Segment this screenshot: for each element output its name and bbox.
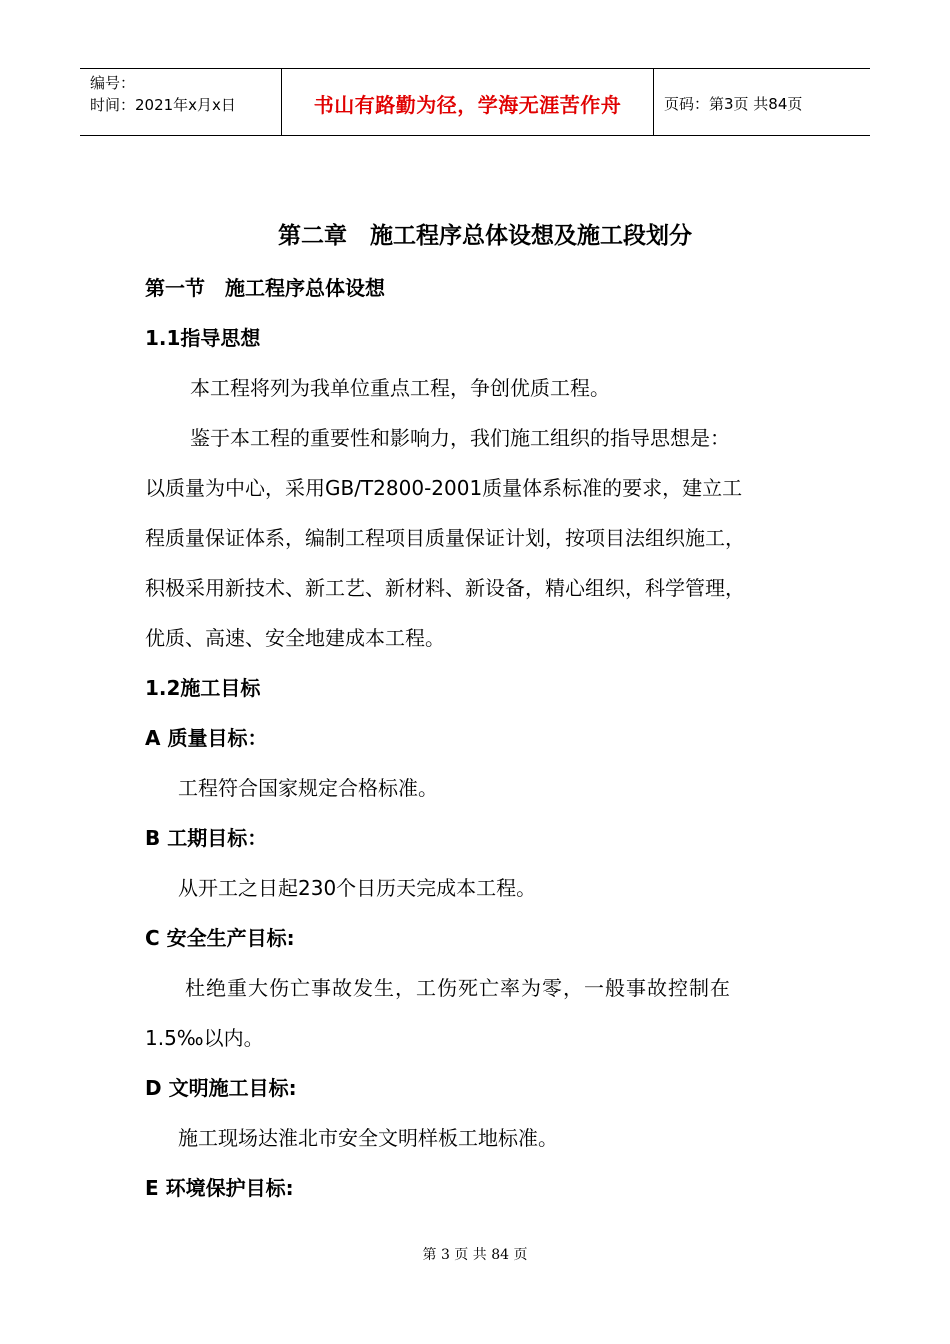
header-info-cell <box>80 69 282 135</box>
goal-heading-civilized: D 文明施工目标: <box>145 1076 297 1100</box>
subsection-heading: 1.1指导思想 <box>145 326 261 350</box>
goal-heading-safety: C 安全生产目标: <box>145 926 295 950</box>
date-label: 时间：2021年x月x日 <box>90 96 236 114</box>
section-heading: 第一节 施工程序总体设想 <box>145 276 385 300</box>
goal-heading-schedule: B 工期目标： <box>145 826 268 850</box>
document-body <box>145 213 825 1213</box>
page-footer: 第 3 页 共 84 页 <box>422 1247 528 1263</box>
paragraph-line: 程质量保证体系，编制工程项目质量保证计划，按项目法组织施工， <box>145 526 745 550</box>
paragraph-line: 鉴于本工程的重要性和影响力，我们施工组织的指导思想是： <box>190 426 730 450</box>
goal-text-quality: 工程符合国家规定合格标准。 <box>178 776 438 800</box>
code-label: 编号： <box>90 74 136 92</box>
paragraph-line: 积极采用新技术、新工艺、新材料、新设备，精心组织，科学管理， <box>145 576 745 600</box>
subsection-heading: 1.2施工目标 <box>145 676 261 700</box>
document-header <box>80 68 870 136</box>
goal-heading-environment: E 环境保护目标: <box>145 1176 294 1200</box>
chapter-title: 第二章 施工程序总体设想及施工段划分 <box>278 223 692 249</box>
goal-heading-quality: A 质量目标： <box>145 726 268 750</box>
header-page-label: 页码：第3页 共84页 <box>664 94 803 113</box>
paragraph-line: 以质量为中心，采用GB/T2800-2001质量体系标准的要求，建立工 <box>145 476 743 500</box>
header-motto: 书山有路勤为径，学海无涯苦作舟 <box>282 69 654 135</box>
paragraph-line: 优质、高速、安全地建成本工程。 <box>145 626 445 650</box>
goal-text-safety: 杜绝重大伤亡事故发生，工伤死亡率为零，一般事故控制在 <box>185 976 731 1000</box>
paragraph-line: 本工程将列为我单位重点工程，争创优质工程。 <box>190 376 610 400</box>
goal-text-safety-cont: 1.5‰以内。 <box>145 1026 264 1050</box>
goal-text-civilized: 施工现场达淮北市安全文明样板工地标准。 <box>178 1126 558 1150</box>
goal-text-schedule: 从开工之日起230个日历天完成本工程。 <box>178 876 537 900</box>
